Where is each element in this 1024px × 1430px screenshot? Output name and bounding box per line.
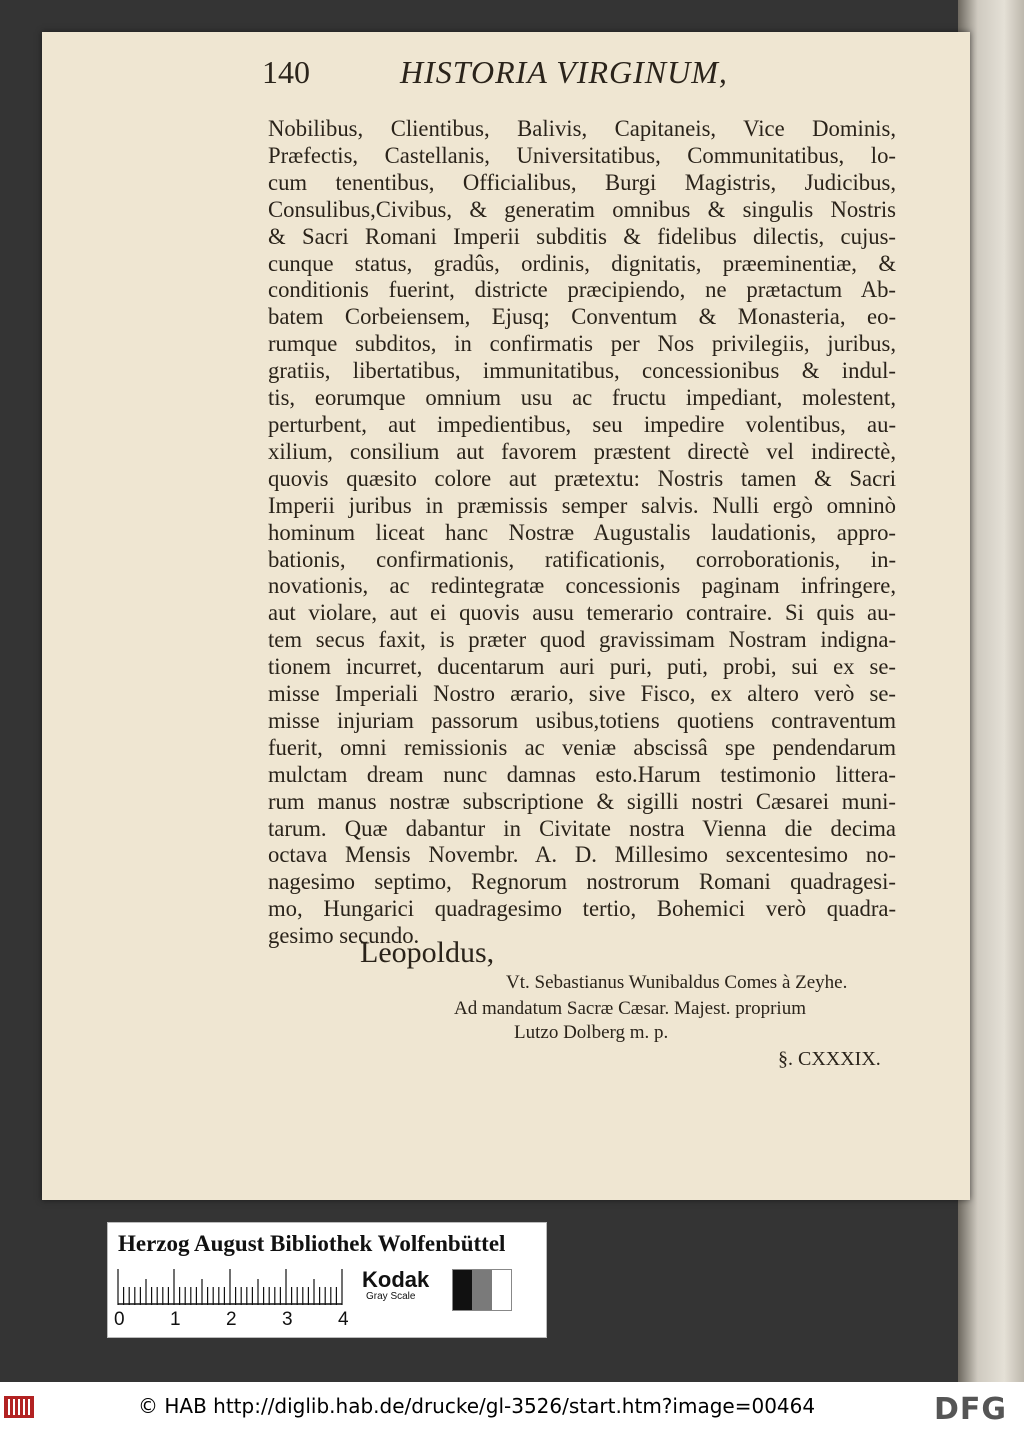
color-calibration-bar	[107, 1222, 547, 1338]
mandate-line: Ad mandatum Sacræ Cæsar. Majest. proprium	[454, 998, 806, 1019]
text-line: nagesimo septimo, Regnorum nostrorum Romani quadragesi-	[268, 869, 896, 895]
text-line: hominum liceat hanc Nostræ Augustalis laudationis, appro-	[268, 519, 896, 545]
text-line: conditionis fuerint, districte præcipiendo, ne prætactum Ab-	[268, 277, 896, 303]
text-line: xilium, consilium aut favorem præstent directè vel indirectè,	[268, 438, 896, 464]
library-name: Herzog August Bibliothek Wolfenbüttel	[118, 1231, 506, 1256]
text-line: cunque status, gradûs, ordinis, dignitatis, præeminentiæ, &	[268, 250, 896, 276]
brand-subtitle: Gray Scale	[366, 1291, 416, 1302]
copyright-link[interactable]: © HAB http://diglib.hab.de/drucke/gl-3526/start.htm?image=00464	[138, 1394, 816, 1418]
text-line: quovis quæsito colore aut prætextu: Nostris tamen & Sacri	[268, 465, 896, 491]
dfg-logo: DFG	[934, 1392, 1008, 1427]
countersignature: Vt. Sebastianus Wunibaldus Comes à Zeyhe.	[506, 972, 848, 993]
text-line: mulctam dream nunc damnas esto.Harum testimonio littera-	[268, 761, 896, 787]
text-line: tem secus faxit, is præter quod gravissimam Nostram indigna-	[268, 627, 896, 653]
body-text	[268, 116, 896, 950]
gray-swatches	[452, 1269, 512, 1311]
text-line: rumque subditos, in confirmatis per Nos privilegiis, juribus,	[268, 331, 896, 357]
text-line: perturbent, aut impedientibus, seu impedire volentibus, au-	[268, 411, 896, 437]
kodak-brand	[362, 1269, 429, 1302]
footer-bar	[0, 1382, 1024, 1430]
text-line: gesimo secundo.	[268, 923, 420, 949]
page-number: 140	[262, 54, 310, 90]
text-line: bationis, confirmationis, ratificationis, corroborationis, in-	[268, 546, 896, 572]
barcode-logo-icon	[4, 1392, 34, 1422]
text-line: novationis, ac redintegratæ concessionis paginam infringere,	[268, 573, 896, 599]
text-line: tis, eorumque omnium usu ac fructu impediant, molestent,	[268, 385, 896, 411]
text-line: rum manus nostræ subscriptione & sigilli nostri Cæsarei muni-	[268, 788, 896, 814]
text-line: Præfectis, Castellanis, Universitatibus, Communitatibus, lo-	[268, 142, 896, 168]
text-line: gratiis, libertatibus, immunitatibus, concessionibus & indul-	[268, 358, 896, 384]
text-line: mo, Hungarici quadragesimo tertio, Bohemici verò quadra-	[268, 896, 896, 922]
text-line: misse injuriam passorum usibus,totiens quotiens contraventum	[268, 707, 896, 733]
gray-swatch	[472, 1270, 491, 1310]
text-line: & Sacri Romani Imperii subditis & fidelibus dilectis, cujus-	[268, 223, 896, 249]
ruler-ticks	[116, 1269, 348, 1305]
text-line: Consulibus,Civibus, & generatim omnibus & singulis Nostris	[268, 196, 896, 222]
text-line: fuerit, omni remissionis ac veniæ abscissâ spe pendendarum	[268, 734, 896, 760]
text-line: batem Corbeiensem, Ejusq; Conventum & Monasteria, eo-	[268, 304, 896, 330]
running-title: HISTORIA VIRGINUM,	[400, 54, 728, 90]
text-line: tionem incurret, ducentarum auri puri, puti, probi, sui ex se-	[268, 654, 896, 680]
ruler-label: 2	[226, 1309, 237, 1330]
text-line: octava Mensis Novembr. A. D. Millesimo sexcentesimo no-	[268, 842, 896, 868]
gray-swatch	[492, 1270, 511, 1310]
text-line: misse Imperiali Nostro ærario, sive Fisco, ex altero verò se-	[268, 681, 896, 707]
text-line: aut violare, aut ei quovis ausu temerario contraire. Si quis au-	[268, 600, 896, 626]
ruler-label: 0	[114, 1309, 125, 1330]
text-line: cum tenentibus, Officialibus, Burgi Magistris, Judicibus,	[268, 169, 896, 195]
text-line: Nobilibus, Clientibus, Balivis, Capitaneis, Vice Dominis,	[268, 116, 896, 141]
ruler-label: 1	[170, 1309, 181, 1330]
secretary-line: Lutzo Dolberg m. p.	[514, 1022, 669, 1043]
text-line: tarum. Quæ dabantur in Civitate nostra Vienna die decima	[268, 815, 896, 841]
ruler-label: 3	[282, 1309, 293, 1330]
gray-swatch	[453, 1270, 472, 1310]
signature: Leopoldus,	[360, 936, 495, 969]
ruler-labels	[116, 1309, 356, 1331]
brand-name: Kodak	[362, 1267, 430, 1292]
ruler-label: 4	[338, 1309, 349, 1330]
catchword: §. CXXXIX.	[778, 1048, 881, 1070]
text-line: Imperii juribus in præmissis semper salvis. Nulli ergò omninò	[268, 492, 896, 518]
